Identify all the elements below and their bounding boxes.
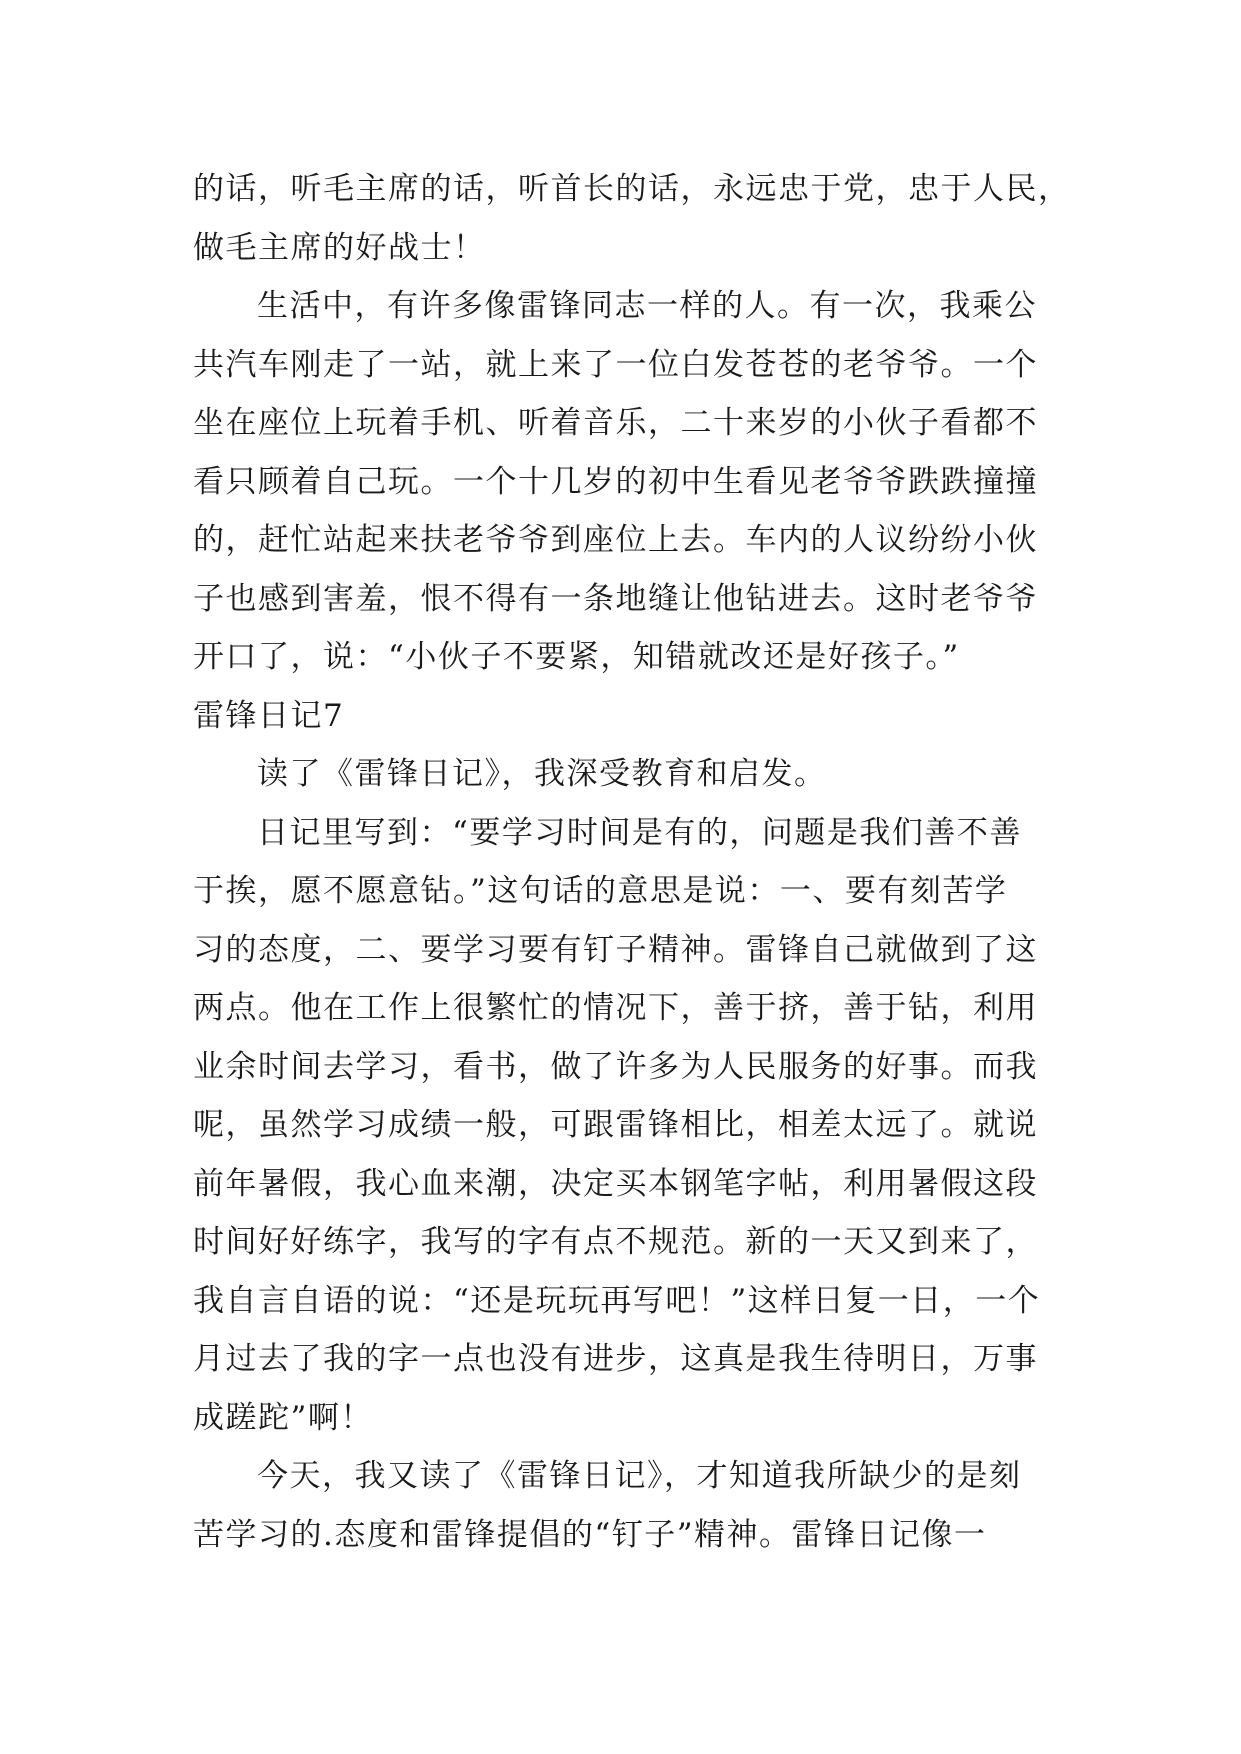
text-line: 的话，听毛主席的话，听首长的话，永远忠于党，忠于人民， [193, 171, 1071, 207]
section-heading: 雷锋日记7 [193, 697, 345, 734]
text-line: 苦学习的.态度和雷锋提倡的“钉子”精神。雷锋日记像一 [193, 1516, 987, 1553]
text-line: 于挨，愿不愿意钻。”这句话的意思是说：一、要有刻苦学 [193, 873, 1008, 909]
text-line: 时间好好练字，我写的字有点不规范。新的一天又到来了， [193, 1224, 1038, 1260]
text-line: 习的态度，二、要学习要有钉子精神。雷锋自己就做到了这 [193, 931, 1038, 968]
text-line: 坐在座位上玩着手机、听着音乐，二十来岁的小伙子看都不 [193, 405, 1038, 441]
text-line: 月过去了我的字一点也没有进步，这真是我生待明日，万事 [193, 1341, 1038, 1377]
text-line: 业余时间去学习，看书，做了许多为人民服务的好事。而我 [193, 1048, 1038, 1085]
paragraph-start-line: 日记里写到：“要学习时间是有的，问题是我们善不善 [257, 814, 1022, 851]
text-line: 前年暑假，我心血来潮，决定买本钢笔字帖，利用暑假这段 [193, 1165, 1038, 1202]
text-line: 我自言自语的说：“还是玩玩再写吧！”这样日复一日，一个 [193, 1282, 1041, 1319]
paragraph-start-line: 今天，我又读了《雷锋日记》，才知道我所缺少的是刻 [257, 1458, 1022, 1494]
text-line: 成蹉跎”啊！ [193, 1399, 373, 1436]
text-line: 两点。他在工作上很繁忙的情况下，善于挤，善于钻，利用 [193, 990, 1038, 1026]
document-body [193, 160, 1071, 1564]
text-line: 开口了，说：“小伙子不要紧，知错就改还是好孩子。” [193, 639, 960, 675]
text-line: 的，赶忙站起来扶老爷爷到座位上去。车内的人议纷纷小伙 [193, 522, 1038, 558]
text-line: 做毛主席的好战士！ [193, 229, 486, 266]
text-line: 看只顾着自己玩。一个十几岁的初中生看见老爷爷跌跌撞撞 [193, 463, 1038, 500]
paragraph-start-line: 读了《雷锋日记》，我深受教育和启发。 [257, 756, 827, 792]
text-line: 呢，虽然学习成绩一般，可跟雷锋相比，相差太远了。就说 [193, 1107, 1038, 1143]
paragraph-start-line: 生活中，有许多像雷锋同志一样的人。有一次，我乘公 [257, 288, 1037, 324]
text-line: 子也感到害羞，恨不得有一条地缝让他钻进去。这时老爷爷 [193, 580, 1038, 617]
text-line: 共汽车刚走了一站，就上来了一位白发苍苍的老爷爷。一个 [193, 346, 1038, 383]
